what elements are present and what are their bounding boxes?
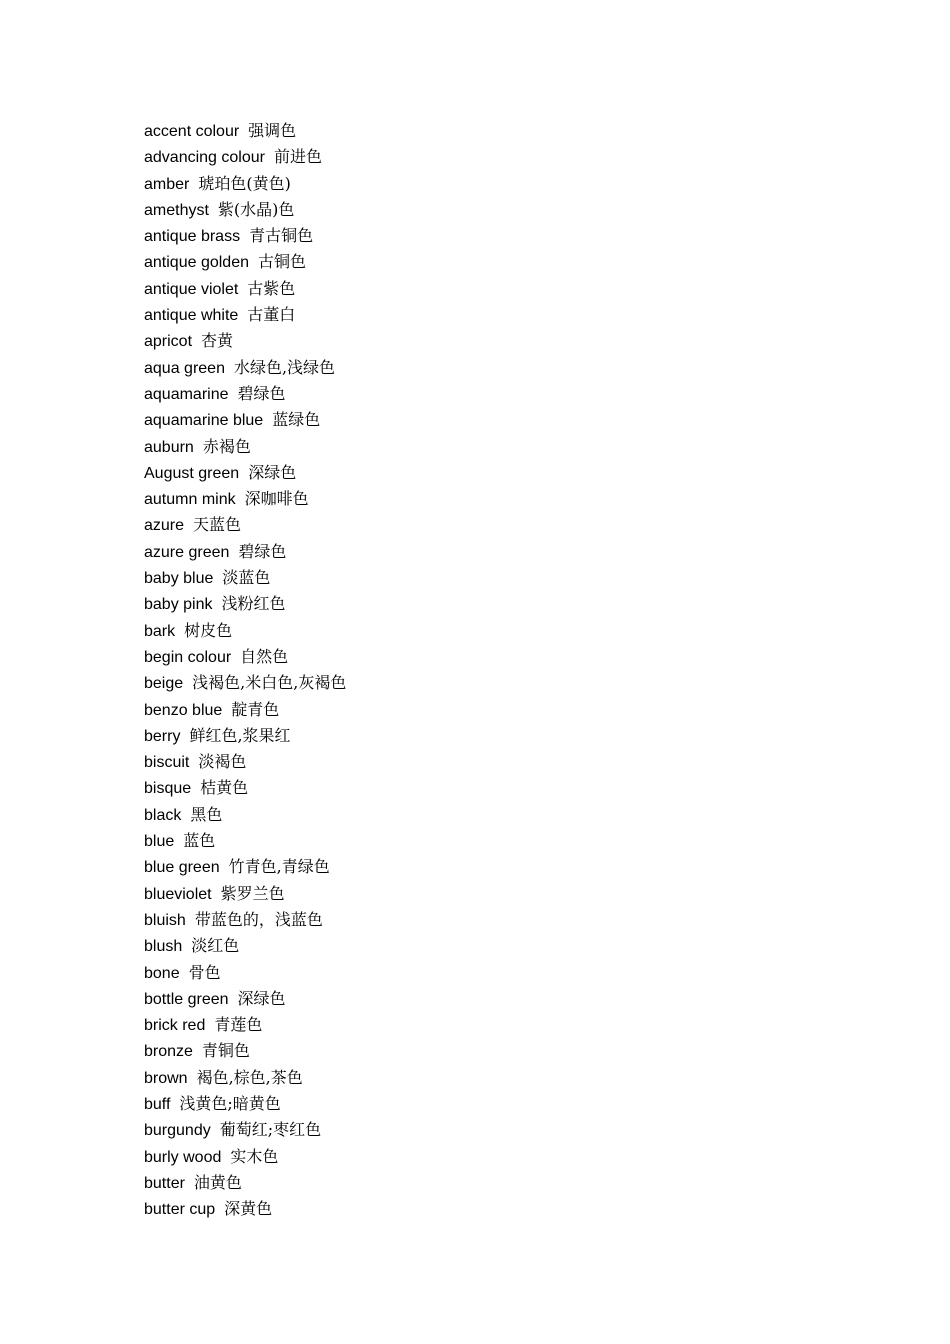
term-row	[144, 302, 346, 328]
term-row	[144, 381, 346, 407]
term-english: blue	[144, 833, 175, 851]
term-english: aqua green	[144, 359, 225, 377]
term-chinese: 实木色	[230, 1146, 279, 1166]
term-chinese: 骨色	[188, 962, 221, 982]
term-row	[144, 1144, 346, 1170]
term-row	[144, 881, 346, 907]
term-row	[144, 223, 346, 249]
term-row	[144, 591, 346, 617]
term-english: baby pink	[144, 596, 213, 614]
term-chinese: 浅褐色,米白色,灰褐色	[192, 673, 347, 693]
term-chinese: 淡蓝色	[222, 568, 271, 588]
term-chinese: 自然色	[240, 646, 289, 666]
term-english: antique brass	[144, 228, 241, 246]
term-chinese: 古紫色	[247, 278, 296, 298]
term-chinese: 碧绿色	[238, 541, 287, 561]
term-row	[144, 197, 346, 223]
term-row	[144, 171, 346, 197]
term-row	[144, 486, 346, 512]
term-chinese: 青古铜色	[249, 226, 314, 246]
term-chinese: 浅黄色;暗黄色	[179, 1093, 281, 1113]
term-row	[144, 644, 346, 670]
term-row	[144, 512, 346, 538]
term-row	[144, 1012, 346, 1038]
term-row	[144, 960, 346, 986]
term-row	[144, 775, 346, 801]
term-row	[144, 1117, 346, 1143]
color-term-list	[144, 118, 346, 1222]
term-chinese: 水绿色,浅绿色	[233, 357, 336, 377]
term-english: burgundy	[144, 1122, 211, 1140]
term-chinese: 紫(水晶)色	[217, 199, 295, 219]
term-english: buff	[144, 1095, 171, 1113]
term-row	[144, 1065, 346, 1091]
term-chinese: 靛青色	[231, 699, 280, 719]
term-chinese: 前进色	[273, 147, 322, 167]
term-row	[144, 697, 346, 723]
term-english: azure green	[144, 543, 230, 561]
term-english: biscuit	[144, 754, 190, 772]
term-row	[144, 460, 346, 486]
term-english: blue green	[144, 859, 220, 877]
term-chinese: 深黄色	[224, 1199, 273, 1219]
term-row	[144, 276, 346, 302]
term-english: brown	[144, 1069, 188, 1087]
term-chinese: 深咖啡色	[244, 489, 309, 509]
term-english: auburn	[144, 438, 194, 456]
term-english: bronze	[144, 1043, 193, 1061]
term-chinese: 葡萄红;枣红色	[219, 1120, 322, 1140]
term-english: aquamarine	[144, 385, 229, 403]
term-row	[144, 933, 346, 959]
term-english: beige	[144, 675, 184, 693]
term-english: autumn mink	[144, 491, 236, 509]
term-english: azure	[144, 517, 185, 535]
term-row	[144, 1091, 346, 1117]
term-english: apricot	[144, 333, 193, 351]
term-chinese: 带蓝色的，浅蓝色	[194, 909, 323, 929]
term-chinese: 蓝色	[183, 831, 216, 851]
term-chinese: 紫罗兰色	[220, 883, 285, 903]
term-chinese: 黑色	[190, 804, 223, 824]
term-english: accent colour	[144, 123, 240, 140]
term-english: bone	[144, 964, 180, 982]
term-english: burly wood	[144, 1148, 222, 1166]
term-english: amber	[144, 175, 190, 193]
term-chinese: 油黄色	[193, 1172, 242, 1192]
term-chinese: 青莲色	[214, 1015, 263, 1035]
term-english: aquamarine blue	[144, 412, 264, 430]
term-chinese: 赤褐色	[202, 436, 251, 456]
term-chinese: 桔黄色	[200, 778, 249, 798]
term-chinese: 杏黄	[201, 331, 234, 351]
term-chinese: 竹青色,青绿色	[228, 857, 330, 877]
term-chinese: 古铜色	[257, 252, 306, 272]
term-row	[144, 618, 346, 644]
term-chinese: 强调色	[248, 121, 297, 140]
term-english: August green	[144, 464, 240, 482]
term-row	[144, 249, 346, 275]
term-row	[144, 1038, 346, 1064]
term-row	[144, 749, 346, 775]
term-english: black	[144, 806, 182, 824]
term-row	[144, 355, 346, 381]
term-english: brick red	[144, 1017, 206, 1035]
term-english: begin colour	[144, 648, 232, 666]
term-chinese: 深绿色	[248, 462, 297, 482]
term-chinese: 古董白	[247, 305, 296, 325]
term-chinese: 琥珀色(黄色)	[198, 173, 291, 193]
term-chinese: 青铜色	[201, 1041, 250, 1061]
term-english: baby blue	[144, 570, 214, 588]
term-row	[144, 802, 346, 828]
term-chinese: 褐色,棕色,茶色	[196, 1067, 303, 1087]
term-row	[144, 828, 346, 854]
term-chinese: 浅粉红色	[221, 594, 286, 614]
term-english: antique golden	[144, 254, 249, 272]
term-row	[144, 565, 346, 591]
term-english: bark	[144, 622, 176, 640]
term-english: antique white	[144, 307, 239, 325]
term-row	[144, 539, 346, 565]
term-row	[144, 434, 346, 460]
term-row	[144, 1170, 346, 1196]
term-english: blush	[144, 938, 183, 956]
term-row	[144, 670, 346, 696]
term-chinese: 碧绿色	[237, 383, 286, 403]
term-english: antique violet	[144, 280, 239, 298]
term-row	[144, 723, 346, 749]
term-english: butter cup	[144, 1201, 216, 1219]
term-english: bluish	[144, 911, 186, 929]
term-chinese: 深绿色	[237, 988, 286, 1008]
term-chinese: 淡红色	[191, 936, 240, 956]
term-english: berry	[144, 727, 181, 745]
term-row	[144, 986, 346, 1012]
term-english: blueviolet	[144, 885, 212, 903]
term-english: amethyst	[144, 201, 209, 219]
term-chinese: 鲜红色,浆果红	[189, 725, 291, 745]
term-row	[144, 1196, 346, 1222]
term-chinese: 淡褐色	[198, 752, 247, 772]
term-row	[144, 854, 346, 880]
term-row	[144, 328, 346, 354]
term-english: benzo blue	[144, 701, 223, 719]
term-row	[144, 407, 346, 433]
term-english: advancing colour	[144, 149, 265, 167]
term-row	[144, 907, 346, 933]
term-row	[144, 144, 346, 170]
term-chinese: 天蓝色	[193, 515, 242, 535]
term-row	[144, 118, 346, 144]
term-chinese: 蓝绿色	[272, 410, 321, 430]
term-english: bottle green	[144, 990, 229, 1008]
term-english: butter	[144, 1174, 185, 1192]
term-english: bisque	[144, 780, 192, 798]
term-chinese: 树皮色	[184, 620, 233, 640]
